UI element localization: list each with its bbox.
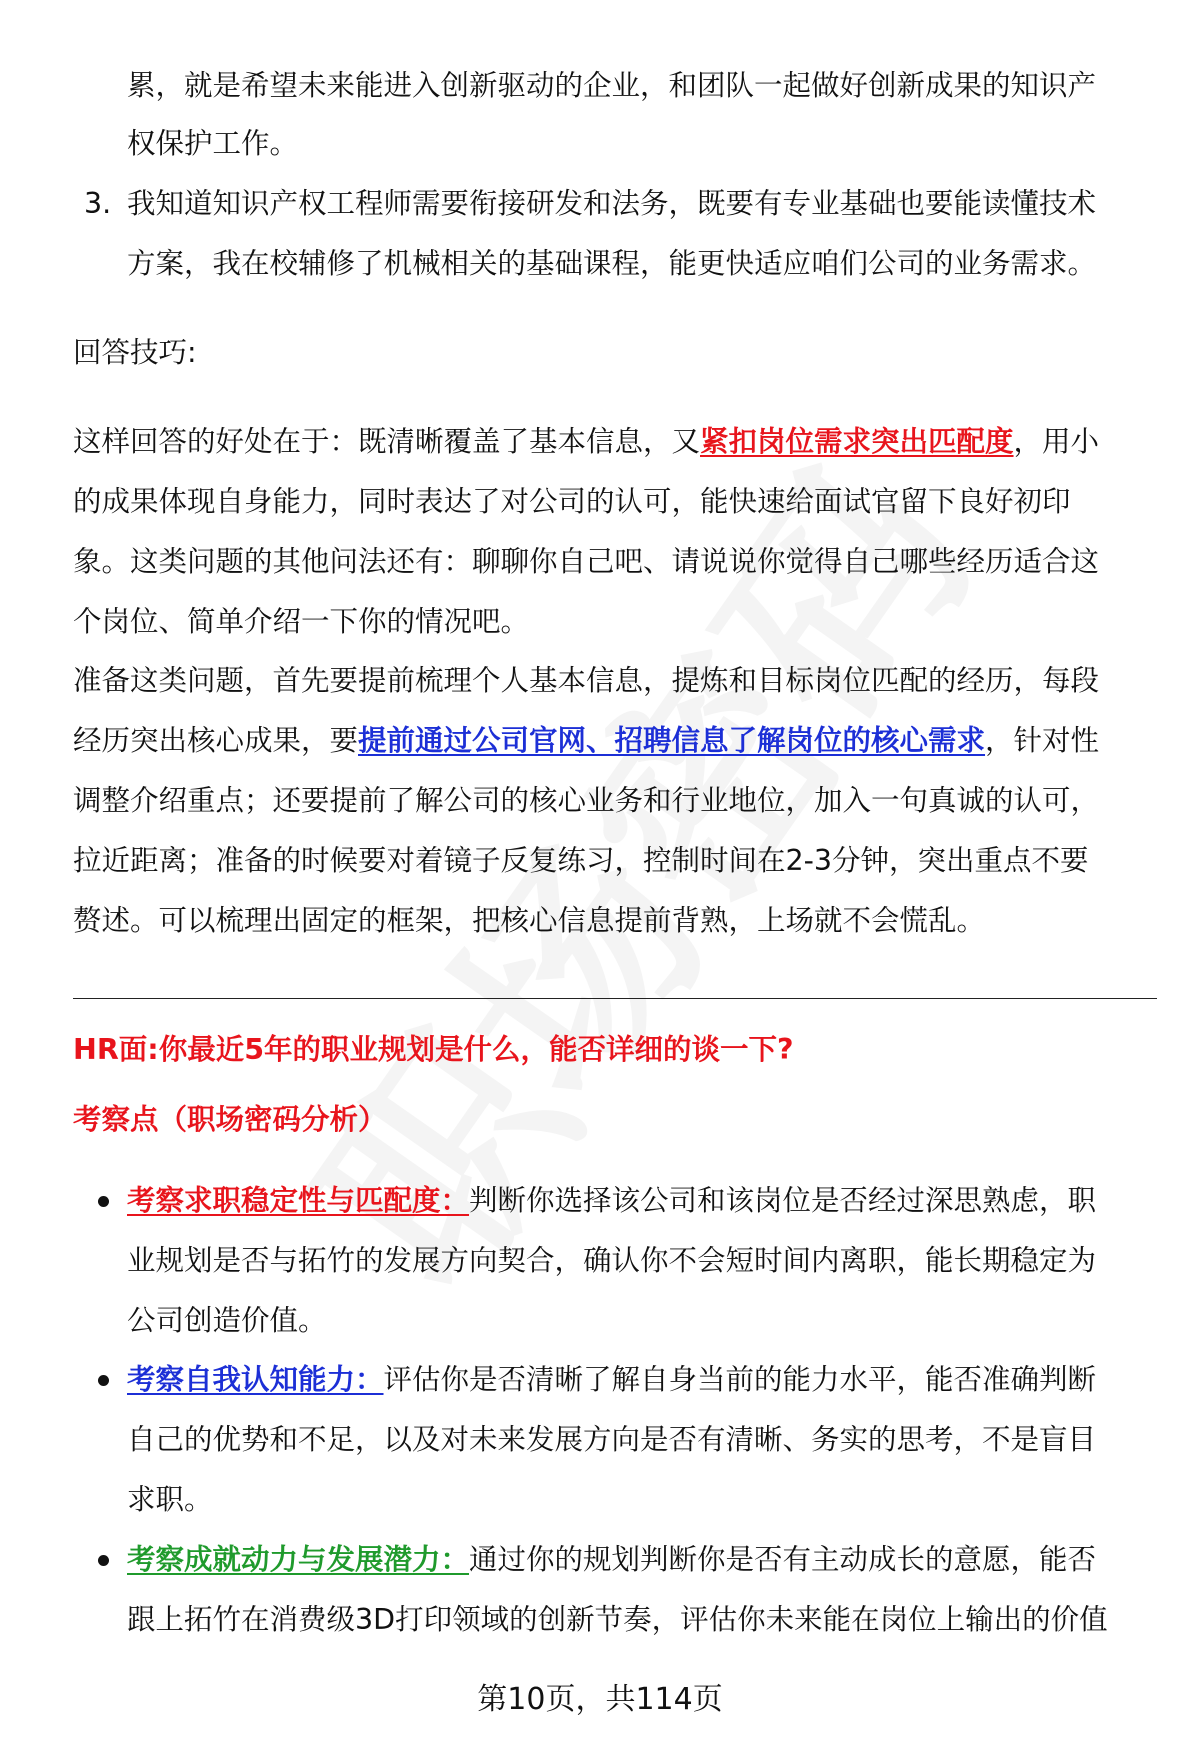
bullet-line	[127, 1171, 1096, 1231]
bullet-line: 自己的优势和不足，以及对未来发展方向是否有清晰、务实的思考，不是盲目	[127, 1423, 1097, 1456]
list-item-3-text: 方案，我在校辅修了机械相关的基础课程，能更快适应咱们公司的业务需求。	[127, 247, 1097, 280]
tips-paragraph-line: 的成果体现自身能力，同时表达了对公司的认可，能快速给面试官留下良好初印	[73, 485, 1071, 518]
highlight-red: 紧扣岗位需求突出匹配度	[700, 425, 1014, 458]
text: 通过你的规划判断你是否有主动成长的意愿，能否	[469, 1543, 1097, 1576]
bullet-line: 求职。	[127, 1483, 213, 1516]
bullet-line: 业规划是否与拓竹的发展方向契合，确认你不会短时间内离职，能长期稳定为	[127, 1244, 1097, 1277]
text: 经历突出核心成果，要	[73, 724, 359, 757]
tips-title: 回答技巧:	[73, 336, 197, 369]
bullet-icon	[98, 1555, 109, 1566]
list-number: 3.	[84, 187, 112, 220]
text: 这样回答的好处在于：既清晰覆盖了基本信息，又	[73, 425, 701, 458]
tips-paragraph-line	[73, 412, 1099, 472]
tips-paragraph-line	[73, 711, 1099, 771]
list-item-3-text: 我知道知识产权工程师需要衔接研发和法务，既要有专业基础也要能读懂技术	[127, 187, 1097, 220]
bullet-label: 考察成就动力与发展潜力：	[127, 1543, 470, 1576]
page-number: 第10页，共114页	[477, 1682, 723, 1717]
question-title: HR面:你最近5年的职业规划是什么，能否详细的谈一下?	[73, 1033, 794, 1066]
highlight-blue: 提前通过公司官网、招聘信息了解岗位的核心需求	[358, 724, 986, 757]
bullet-line: 跟上拓竹在消费级3D打印领域的创新节奏，评估你未来能在岗位上输出的价值	[127, 1603, 1108, 1636]
tips-paragraph-line: 象。这类问题的其他问法还有：聊聊你自己吧、请说说你觉得自己哪些经历适合这	[73, 545, 1100, 578]
tips-paragraph-line: 个岗位、简单介绍一下你的情况吧。	[73, 605, 530, 638]
text: ，用小	[1013, 425, 1100, 458]
tips-paragraph-line: 赘述。可以梳理出固定的框架，把核心信息提前背熟，上场就不会慌乱。	[73, 904, 986, 937]
question-subtitle: 考察点（职场密码分析）	[73, 1103, 387, 1136]
list-item-2-text: 权保护工作。	[127, 127, 299, 160]
tips-paragraph-line: 拉近距离；准备的时候要对着镜子反复练习，控制时间在2-3分钟，突出重点不要	[73, 844, 1089, 877]
text: ，针对性	[985, 724, 1100, 757]
bullet-icon	[98, 1196, 109, 1207]
list-item-2-text: 累，就是希望未来能进入创新驱动的企业，和团队一起做好创新成果的知识产	[127, 69, 1097, 102]
tips-paragraph-line: 准备这类问题，首先要提前梳理个人基本信息，提炼和目标岗位匹配的经历，每段	[73, 664, 1100, 697]
bullet-line	[127, 1350, 1096, 1410]
bullet-label: 考察求职稳定性与匹配度：	[127, 1184, 470, 1217]
bullet-icon	[98, 1375, 109, 1386]
text: 判断你选择该公司和该岗位是否经过深思熟虑，职	[469, 1184, 1097, 1217]
text: 评估你是否清晰了解自身当前的能力水平，能否准确判断	[383, 1363, 1097, 1396]
bullet-line: 公司创造价值。	[127, 1304, 327, 1337]
bullet-label: 考察自我认知能力：	[127, 1363, 384, 1396]
divider	[73, 998, 1157, 999]
tips-paragraph-line: 调整介绍重点；还要提前了解公司的核心业务和行业地位，加入一句真诚的认可，	[73, 784, 1100, 817]
bullet-line	[127, 1530, 1096, 1590]
